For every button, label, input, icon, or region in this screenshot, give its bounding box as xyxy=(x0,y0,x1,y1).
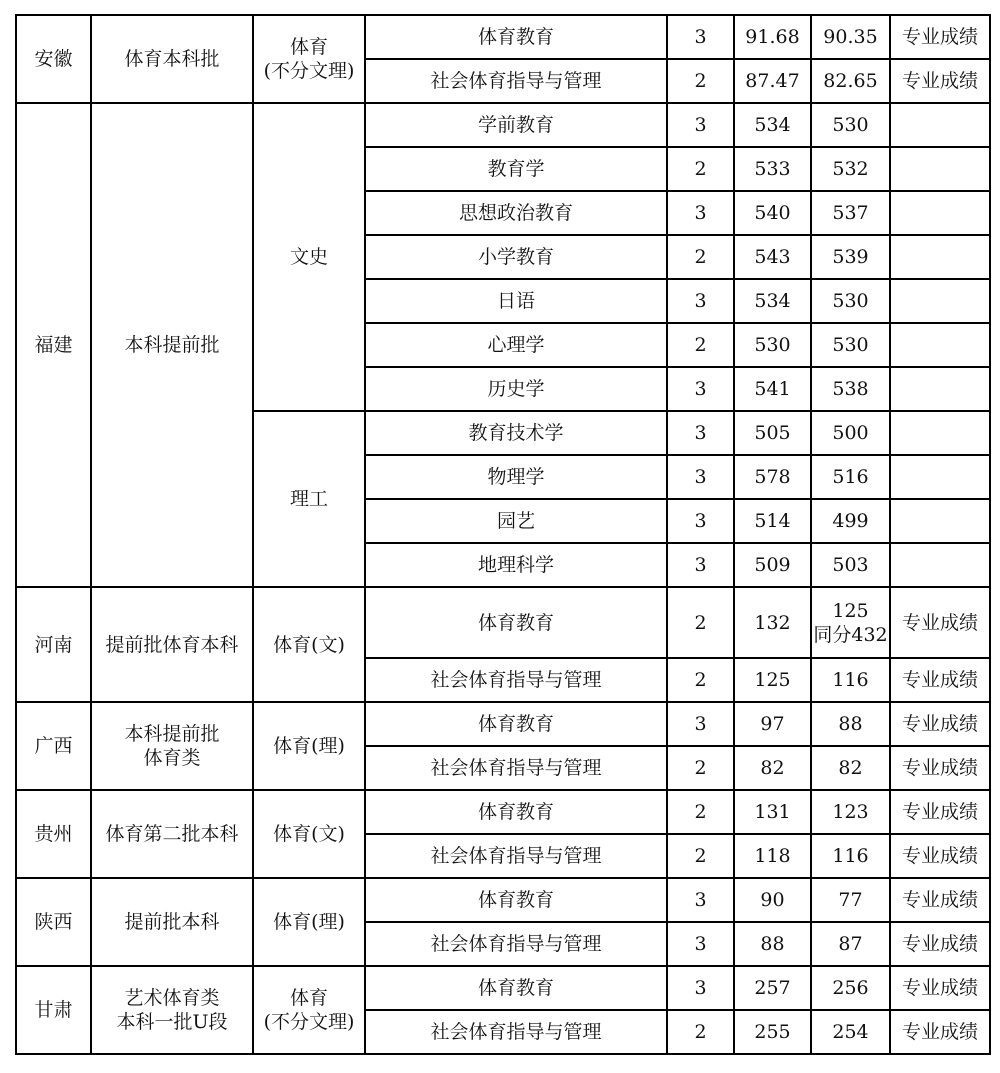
years-cell: 2 xyxy=(667,1010,734,1054)
major-cell: 教育学 xyxy=(365,147,667,191)
years-cell: 3 xyxy=(667,367,734,411)
admission-scores-table xyxy=(15,14,991,1055)
batch-cell: 提前批体育本科 xyxy=(91,587,253,702)
max-score-cell: 509 xyxy=(734,543,811,587)
max-score-cell: 540 xyxy=(734,191,811,235)
major-cell: 社会体育指导与管理 xyxy=(365,746,667,790)
note-cell: 专业成绩 xyxy=(890,658,990,702)
years-cell: 2 xyxy=(667,746,734,790)
min-score-cell: 538 xyxy=(811,367,890,411)
category-cell: 理工 xyxy=(253,411,365,587)
years-cell: 2 xyxy=(667,658,734,702)
note-cell xyxy=(890,279,990,323)
min-score-cell: 125 同分432 xyxy=(811,587,890,658)
major-cell: 体育教育 xyxy=(365,878,667,922)
major-cell: 物理学 xyxy=(365,455,667,499)
min-score-cell: 256 xyxy=(811,966,890,1010)
min-score-cell: 88 xyxy=(811,702,890,746)
max-score-cell: 541 xyxy=(734,367,811,411)
category-cell: 体育(理) xyxy=(253,878,365,966)
max-score-cell: 257 xyxy=(734,966,811,1010)
max-score-cell: 90 xyxy=(734,878,811,922)
max-score-cell: 118 xyxy=(734,834,811,878)
note-cell xyxy=(890,499,990,543)
major-cell: 体育教育 xyxy=(365,15,667,59)
category-cell: 文史 xyxy=(253,103,365,411)
max-score-cell: 91.68 xyxy=(734,15,811,59)
note-cell: 专业成绩 xyxy=(890,966,990,1010)
batch-cell: 艺术体育类 本科一批U段 xyxy=(91,966,253,1054)
years-cell: 3 xyxy=(667,191,734,235)
category-cell: 体育 (不分文理) xyxy=(253,966,365,1054)
years-cell: 2 xyxy=(667,587,734,658)
min-score-cell: 82 xyxy=(811,746,890,790)
years-cell: 2 xyxy=(667,147,734,191)
major-cell: 历史学 xyxy=(365,367,667,411)
category-cell: 体育 (不分文理) xyxy=(253,15,365,103)
batch-cell: 提前批本科 xyxy=(91,878,253,966)
batch-cell: 体育第二批本科 xyxy=(91,790,253,878)
max-score-cell: 88 xyxy=(734,922,811,966)
province-cell: 广西 xyxy=(16,702,91,790)
min-score-cell: 503 xyxy=(811,543,890,587)
note-cell xyxy=(890,455,990,499)
min-score-cell: 499 xyxy=(811,499,890,543)
years-cell: 2 xyxy=(667,235,734,279)
min-score-cell: 254 xyxy=(811,1010,890,1054)
major-cell: 社会体育指导与管理 xyxy=(365,1010,667,1054)
note-cell xyxy=(890,367,990,411)
min-score-cell: 532 xyxy=(811,147,890,191)
note-cell: 专业成绩 xyxy=(890,59,990,103)
note-cell xyxy=(890,191,990,235)
major-cell: 地理科学 xyxy=(365,543,667,587)
category-cell: 体育(理) xyxy=(253,702,365,790)
major-cell: 体育教育 xyxy=(365,587,667,658)
max-score-cell: 534 xyxy=(734,103,811,147)
province-cell: 贵州 xyxy=(16,790,91,878)
max-score-cell: 534 xyxy=(734,279,811,323)
table-row xyxy=(16,15,990,59)
major-cell: 小学教育 xyxy=(365,235,667,279)
province-cell: 陕西 xyxy=(16,878,91,966)
major-cell: 社会体育指导与管理 xyxy=(365,59,667,103)
major-cell: 教育技术学 xyxy=(365,411,667,455)
province-cell: 安徽 xyxy=(16,15,91,103)
min-score-cell: 500 xyxy=(811,411,890,455)
years-cell: 2 xyxy=(667,323,734,367)
province-cell: 甘肃 xyxy=(16,966,91,1054)
category-cell: 体育(文) xyxy=(253,790,365,878)
max-score-cell: 97 xyxy=(734,702,811,746)
min-score-cell: 516 xyxy=(811,455,890,499)
max-score-cell: 505 xyxy=(734,411,811,455)
max-score-cell: 82 xyxy=(734,746,811,790)
major-cell: 心理学 xyxy=(365,323,667,367)
min-score-cell: 82.65 xyxy=(811,59,890,103)
min-score-cell: 77 xyxy=(811,878,890,922)
major-cell: 体育教育 xyxy=(365,790,667,834)
years-cell: 3 xyxy=(667,543,734,587)
major-cell: 学前教育 xyxy=(365,103,667,147)
years-cell: 3 xyxy=(667,103,734,147)
batch-cell: 体育本科批 xyxy=(91,15,253,103)
years-cell: 2 xyxy=(667,59,734,103)
years-cell: 3 xyxy=(667,922,734,966)
max-score-cell: 255 xyxy=(734,1010,811,1054)
batch-cell: 本科提前批 体育类 xyxy=(91,702,253,790)
major-cell: 体育教育 xyxy=(365,966,667,1010)
major-cell: 园艺 xyxy=(365,499,667,543)
major-cell: 社会体育指导与管理 xyxy=(365,834,667,878)
max-score-cell: 131 xyxy=(734,790,811,834)
table-row xyxy=(16,878,990,922)
min-score-cell: 123 xyxy=(811,790,890,834)
years-cell: 3 xyxy=(667,455,734,499)
note-cell: 专业成绩 xyxy=(890,702,990,746)
note-cell xyxy=(890,147,990,191)
max-score-cell: 87.47 xyxy=(734,59,811,103)
min-score-cell: 539 xyxy=(811,235,890,279)
years-cell: 3 xyxy=(667,411,734,455)
table-row xyxy=(16,587,990,658)
batch-cell: 本科提前批 xyxy=(91,103,253,587)
years-cell: 2 xyxy=(667,790,734,834)
province-cell: 福建 xyxy=(16,103,91,587)
years-cell: 3 xyxy=(667,279,734,323)
note-cell: 专业成绩 xyxy=(890,790,990,834)
max-score-cell: 578 xyxy=(734,455,811,499)
years-cell: 3 xyxy=(667,15,734,59)
max-score-cell: 514 xyxy=(734,499,811,543)
note-cell xyxy=(890,323,990,367)
note-cell xyxy=(890,543,990,587)
note-cell: 专业成绩 xyxy=(890,587,990,658)
years-cell: 3 xyxy=(667,878,734,922)
note-cell: 专业成绩 xyxy=(890,1010,990,1054)
max-score-cell: 125 xyxy=(734,658,811,702)
min-score-cell: 530 xyxy=(811,323,890,367)
max-score-cell: 132 xyxy=(734,587,811,658)
min-score-cell: 116 xyxy=(811,834,890,878)
major-cell: 日语 xyxy=(365,279,667,323)
table-row xyxy=(16,966,990,1010)
note-cell: 专业成绩 xyxy=(890,878,990,922)
min-score-cell: 90.35 xyxy=(811,15,890,59)
major-cell: 社会体育指导与管理 xyxy=(365,922,667,966)
note-cell: 专业成绩 xyxy=(890,15,990,59)
years-cell: 3 xyxy=(667,499,734,543)
min-score-cell: 530 xyxy=(811,103,890,147)
major-cell: 社会体育指导与管理 xyxy=(365,658,667,702)
table-row xyxy=(16,702,990,746)
major-cell: 体育教育 xyxy=(365,702,667,746)
min-score-cell: 116 xyxy=(811,658,890,702)
note-cell: 专业成绩 xyxy=(890,922,990,966)
max-score-cell: 530 xyxy=(734,323,811,367)
major-cell: 思想政治教育 xyxy=(365,191,667,235)
max-score-cell: 543 xyxy=(734,235,811,279)
note-cell xyxy=(890,103,990,147)
min-score-cell: 530 xyxy=(811,279,890,323)
note-cell: 专业成绩 xyxy=(890,834,990,878)
province-cell: 河南 xyxy=(16,587,91,702)
min-score-cell: 537 xyxy=(811,191,890,235)
note-cell xyxy=(890,235,990,279)
category-cell: 体育(文) xyxy=(253,587,365,702)
years-cell: 2 xyxy=(667,834,734,878)
years-cell: 3 xyxy=(667,966,734,1010)
note-cell xyxy=(890,411,990,455)
min-score-cell: 87 xyxy=(811,922,890,966)
note-cell: 专业成绩 xyxy=(890,746,990,790)
table-row xyxy=(16,790,990,834)
max-score-cell: 533 xyxy=(734,147,811,191)
years-cell: 3 xyxy=(667,702,734,746)
table-row xyxy=(16,103,990,147)
